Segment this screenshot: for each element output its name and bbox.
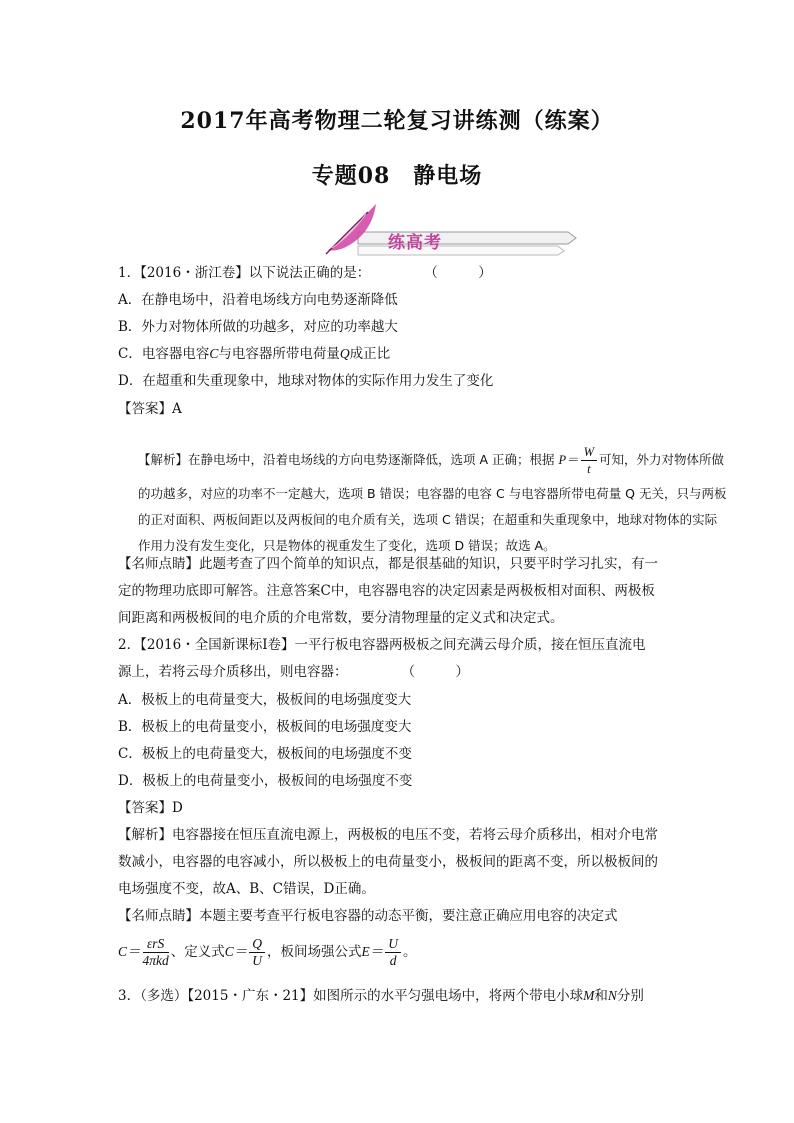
q1-option-c: C．电容器电容C与电容器所带电荷量Q成正比 [118,346,391,362]
q1-teacher-note-3: 间距离和两极板间的电介质的介电常数，要分清物理量的定义式和决定式。 [118,610,564,626]
q2-option-b: B．极板上的电荷量变小，极板间的电场强度变大 [118,719,412,735]
q1-analysis-line-3: 的正对面积、两板间距以及两板间的电介质有关，选项 C 错误；在超重和失重现象中，地球对物体的实际 [138,512,718,527]
capacitance-determinant-fraction: $\frac{\text{εrS}}{\text{4πkd}}$ [142,936,169,968]
q1-stem: 1．【2016・浙江卷】以下说法正确的是： （ ） [118,265,492,281]
q2-option-c: C．极板上的电荷量变大，极板间的电场强度不变 [118,746,412,762]
q2-option-d: D．极板上的电荷量变小，极板间的电场强度不变 [118,773,413,789]
q1-analysis-line-1: 【解析】在静电场中，沿着电场线的方向电势逐渐降低，选项 A 正确；根据 P＝ $\frac{W}{t}$ 可知，外力对物体所做 [138,445,725,476]
q1-option-d: D．在超重和失重现象中，地球对物体的实际作用力发生了变化 [118,373,494,389]
capacitance-definition-fraction: $\frac{Q}{U}$ [249,936,265,969]
q2-stem-line-2: 源上，若将云母介质移出，则电容器： （ ） [118,664,469,680]
feather-quill-icon [318,198,578,258]
field-strength-fraction: $\frac{U}{d}$ [385,936,401,969]
q2-analysis-line-3: 电场强度不变，故A、B、C错误，D正确。 [118,881,375,897]
section-banner [318,198,578,258]
q2-stem-line-1: 2．【2016・全国新课标Ⅰ卷】一平行板电容器两极板之间充满云母介质，接在恒压直流电 [118,637,646,653]
banner-label: 练高考 [388,233,442,253]
chapter-subtitle: 专题08 静电场 [311,163,483,189]
q1-option-b: B．外力对物体所做的功越多，对应的功率越大 [118,319,398,335]
q3-stem: 3．（多选）【2015・广东・21】如图所示的水平匀强电场中，将两个带电小球M和N分别 [118,988,644,1004]
q1-teacher-note-2: 定的物理功底即可解答。注意答案C中，电容器电容的决定因素是两极板相对面积、两极板 [118,583,655,599]
q2-teacher-note: 【名师点睛】本题主要考查平行板电容器的动态平衡，要注意正确应用电容的决定式 [118,908,618,924]
q2-analysis-line-2: 数减小，电容器的电容减小，所以极板上的电荷量变小，极板间的距离不变，所以极板间的 [118,854,658,870]
capacitance-formula-lhs: C＝ [118,944,141,959]
q1-analysis-line-4: 作用力没有发生变化，只是物体的视重发生了变化，选项 D 错误；故选 A。 [138,538,556,553]
q1-teacher-note-1: 【名师点睛】此题考查了四个简单的知识点，都是很基础的知识，只要平时学习扎实，有一 [118,556,658,572]
q1-answer: 【答案】A [118,401,182,417]
q2-option-a: A．极板上的电荷量变大，极板间的电场强度变大 [118,692,412,708]
q1-analysis-line-2: 的功越多，对应的功率不一定越大，选项 B 错误；电容器的电容 C 与电容器所带电荷量 Q 无关，只与两板 [138,486,727,501]
q2-formula-line: C＝ $\frac{\text{εrS}}{\text{4πkd}}$ 、定义式C＝ $\frac{Q}{U}$ ，板间场强公式E＝ $\frac{U}{d}$ 。 [118,936,417,968]
q2-analysis-line-1: 【解析】电容器接在恒压直流电源上，两极板的电压不变，若将云母介质移出，相对介电常 [118,827,658,843]
document-title: 2017年高考物理二轮复习讲练测（练案） [180,108,614,134]
q1-option-a: A．在静电场中，沿着电场线方向电势逐渐降低 [118,292,398,308]
q2-answer: 【答案】D [118,800,183,816]
